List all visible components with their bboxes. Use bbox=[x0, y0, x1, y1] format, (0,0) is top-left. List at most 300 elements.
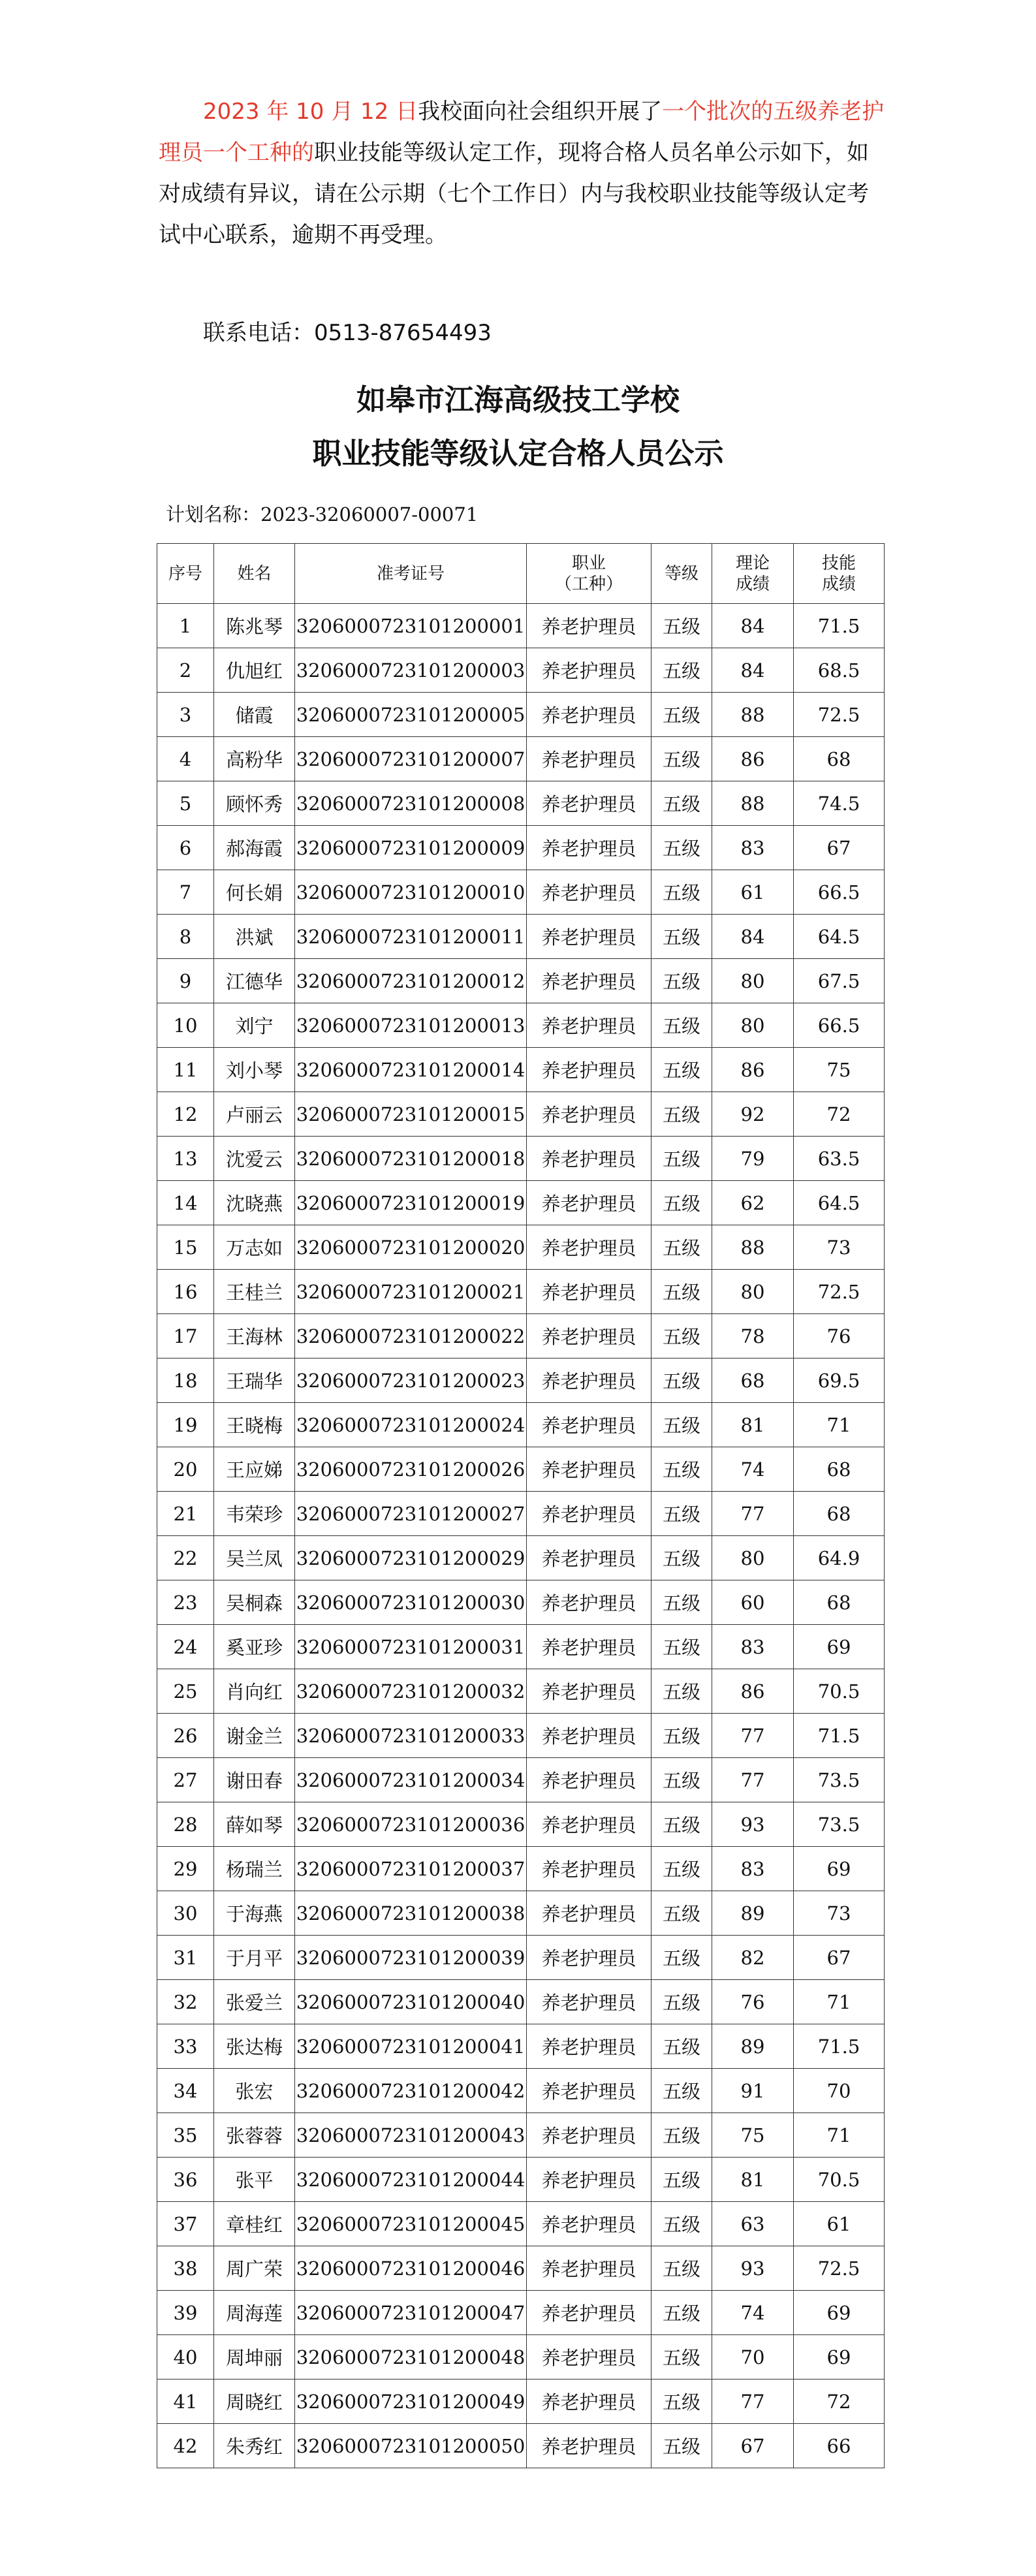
notice-text-body: 职业技能等级认定工作，现将合格人员名单公示如下，如对成绩有异议，请在公示期（七个工作日）内与我校职业技能等级认定考试中心联系，逾期不再受理。 bbox=[159, 140, 869, 248]
cell-exam-id: 3206000723101200026 bbox=[295, 1447, 527, 1492]
cell-index: 40 bbox=[157, 2335, 214, 2380]
cell-exam-id: 3206000723101200022 bbox=[295, 1314, 527, 1359]
plan-label: 计划名称： bbox=[166, 503, 261, 526]
cell-name: 陈兆琴 bbox=[214, 604, 295, 648]
cell-theory-score: 79 bbox=[712, 1137, 794, 1181]
cell-theory-score: 77 bbox=[712, 2380, 794, 2424]
cell-exam-id: 3206000723101200030 bbox=[295, 1580, 527, 1625]
cell-index: 4 bbox=[157, 737, 214, 781]
cell-theory-score: 80 bbox=[712, 1270, 794, 1314]
cell-level: 五级 bbox=[651, 1137, 712, 1181]
cell-occupation: 养老护理员 bbox=[527, 2158, 651, 2202]
page-subtitle: 职业技能等级认定合格人员公示 bbox=[312, 436, 724, 471]
cell-skill-score: 70 bbox=[794, 2069, 885, 2113]
cell-index: 32 bbox=[157, 1980, 214, 2024]
cell-index: 17 bbox=[157, 1314, 214, 1359]
cell-theory-score: 61 bbox=[712, 870, 794, 915]
cell-occupation: 养老护理员 bbox=[527, 2291, 651, 2335]
cell-occupation: 养老护理员 bbox=[527, 1580, 651, 1625]
cell-index: 41 bbox=[157, 2380, 214, 2424]
cell-exam-id: 3206000723101200038 bbox=[295, 1891, 527, 1936]
contact-line bbox=[203, 313, 492, 353]
cell-name: 张宏 bbox=[214, 2069, 295, 2113]
cell-skill-score: 67.5 bbox=[794, 959, 885, 1003]
cell-occupation: 养老护理员 bbox=[527, 2335, 651, 2380]
cell-name: 刘小琴 bbox=[214, 1048, 295, 1092]
cell-name: 张爱兰 bbox=[214, 1980, 295, 2024]
cell-exam-id: 3206000723101200048 bbox=[295, 2335, 527, 2380]
cell-name: 周广荣 bbox=[214, 2246, 295, 2291]
cell-name: 王桂兰 bbox=[214, 1270, 295, 1314]
cell-level: 五级 bbox=[651, 1714, 712, 1758]
cell-level: 五级 bbox=[651, 1447, 712, 1492]
cell-skill-score: 68 bbox=[794, 1447, 885, 1492]
cell-level: 五级 bbox=[651, 1580, 712, 1625]
cell-exam-id: 3206000723101200049 bbox=[295, 2380, 527, 2424]
cell-name: 谢金兰 bbox=[214, 1714, 295, 1758]
header-theory-line1: 理论 bbox=[735, 553, 770, 573]
cell-occupation: 养老护理员 bbox=[527, 1980, 651, 2024]
cell-index: 27 bbox=[157, 1758, 214, 1802]
table-row bbox=[157, 1669, 885, 1714]
header-level: 等级 bbox=[651, 544, 712, 604]
cell-index: 15 bbox=[157, 1225, 214, 1270]
cell-occupation: 养老护理员 bbox=[527, 1802, 651, 1847]
table-row bbox=[157, 1492, 885, 1536]
cell-occupation: 养老护理员 bbox=[527, 1847, 651, 1891]
cell-exam-id: 3206000723101200007 bbox=[295, 737, 527, 781]
cell-name: 仇旭红 bbox=[214, 648, 295, 693]
cell-name: 谢田春 bbox=[214, 1758, 295, 1802]
page-title: 如皋市江海高级技工学校 bbox=[356, 383, 680, 417]
cell-occupation: 养老护理员 bbox=[527, 1314, 651, 1359]
cell-skill-score: 70.5 bbox=[794, 1669, 885, 1714]
cell-theory-score: 93 bbox=[712, 1802, 794, 1847]
cell-name: 何长娟 bbox=[214, 870, 295, 915]
table-row bbox=[157, 1714, 885, 1758]
cell-name: 高粉华 bbox=[214, 737, 295, 781]
table-row bbox=[157, 1580, 885, 1625]
cell-name: 江德华 bbox=[214, 959, 295, 1003]
cell-occupation: 养老护理员 bbox=[527, 1225, 651, 1270]
cell-name: 储霞 bbox=[214, 693, 295, 737]
cell-index: 3 bbox=[157, 693, 214, 737]
cell-occupation: 养老护理员 bbox=[527, 2424, 651, 2468]
cell-skill-score: 68 bbox=[794, 1580, 885, 1625]
cell-skill-score: 63.5 bbox=[794, 1137, 885, 1181]
cell-occupation: 养老护理员 bbox=[527, 2380, 651, 2424]
header-occupation-line2: （工种） bbox=[554, 574, 623, 594]
cell-level: 五级 bbox=[651, 1625, 712, 1669]
cell-exam-id: 3206000723101200001 bbox=[295, 604, 527, 648]
cell-skill-score: 73 bbox=[794, 1225, 885, 1270]
cell-name: 朱秀红 bbox=[214, 2424, 295, 2468]
cell-level: 五级 bbox=[651, 1092, 712, 1137]
cell-index: 10 bbox=[157, 1003, 214, 1048]
cell-level: 五级 bbox=[651, 1536, 712, 1580]
cell-skill-score: 74.5 bbox=[794, 781, 885, 826]
table-row bbox=[157, 915, 885, 959]
plan-name bbox=[166, 501, 478, 527]
cell-name: 于月平 bbox=[214, 1936, 295, 1980]
cell-occupation: 养老护理员 bbox=[527, 1359, 651, 1403]
cell-name: 万志如 bbox=[214, 1225, 295, 1270]
cell-index: 37 bbox=[157, 2202, 214, 2246]
cell-skill-score: 72 bbox=[794, 1092, 885, 1137]
contact-label: 联系电话： bbox=[203, 320, 314, 346]
cell-index: 11 bbox=[157, 1048, 214, 1092]
cell-index: 35 bbox=[157, 2113, 214, 2158]
cell-level: 五级 bbox=[651, 604, 712, 648]
cell-theory-score: 93 bbox=[712, 2246, 794, 2291]
cell-occupation: 养老护理员 bbox=[527, 1137, 651, 1181]
cell-level: 五级 bbox=[651, 959, 712, 1003]
cell-name: 张平 bbox=[214, 2158, 295, 2202]
cell-theory-score: 80 bbox=[712, 959, 794, 1003]
cell-occupation: 养老护理员 bbox=[527, 1536, 651, 1580]
cell-theory-score: 70 bbox=[712, 2335, 794, 2380]
cell-exam-id: 3206000723101200003 bbox=[295, 648, 527, 693]
cell-theory-score: 86 bbox=[712, 1048, 794, 1092]
cell-theory-score: 74 bbox=[712, 1447, 794, 1492]
table-row bbox=[157, 648, 885, 693]
cell-theory-score: 84 bbox=[712, 915, 794, 959]
table-header-row bbox=[157, 544, 885, 604]
cell-occupation: 养老护理员 bbox=[527, 915, 651, 959]
cell-skill-score: 66.5 bbox=[794, 870, 885, 915]
table-row bbox=[157, 2158, 885, 2202]
table-row bbox=[157, 2424, 885, 2468]
cell-exam-id: 3206000723101200021 bbox=[295, 1270, 527, 1314]
table-row bbox=[157, 1359, 885, 1403]
cell-name: 章桂红 bbox=[214, 2202, 295, 2246]
cell-theory-score: 89 bbox=[712, 2024, 794, 2069]
cell-index: 34 bbox=[157, 2069, 214, 2113]
cell-theory-score: 77 bbox=[712, 1758, 794, 1802]
cell-theory-score: 86 bbox=[712, 1669, 794, 1714]
cell-name: 王应娣 bbox=[214, 1447, 295, 1492]
table-row bbox=[157, 781, 885, 826]
cell-occupation: 养老护理员 bbox=[527, 1936, 651, 1980]
cell-level: 五级 bbox=[651, 2158, 712, 2202]
cell-level: 五级 bbox=[651, 2291, 712, 2335]
table-row bbox=[157, 1314, 885, 1359]
cell-skill-score: 64.5 bbox=[794, 915, 885, 959]
table-row bbox=[157, 2380, 885, 2424]
cell-index: 24 bbox=[157, 1625, 214, 1669]
table-row bbox=[157, 2069, 885, 2113]
cell-index: 14 bbox=[157, 1181, 214, 1225]
cell-skill-score: 69 bbox=[794, 1847, 885, 1891]
cell-skill-score: 73.5 bbox=[794, 1758, 885, 1802]
cell-theory-score: 67 bbox=[712, 2424, 794, 2468]
cell-occupation: 养老护理员 bbox=[527, 1403, 651, 1447]
table-row bbox=[157, 2202, 885, 2246]
cell-name: 吴桐森 bbox=[214, 1580, 295, 1625]
cell-level: 五级 bbox=[651, 1048, 712, 1092]
table-row bbox=[157, 2113, 885, 2158]
cell-exam-id: 3206000723101200012 bbox=[295, 959, 527, 1003]
cell-skill-score: 69 bbox=[794, 2291, 885, 2335]
table-row bbox=[157, 1980, 885, 2024]
table-row bbox=[157, 2246, 885, 2291]
header-skill-line1: 技能 bbox=[821, 553, 856, 573]
cell-exam-id: 3206000723101200013 bbox=[295, 1003, 527, 1048]
cell-skill-score: 61 bbox=[794, 2202, 885, 2246]
table-row bbox=[157, 826, 885, 870]
cell-name: 杨瑞兰 bbox=[214, 1847, 295, 1891]
cell-name: 张蓉蓉 bbox=[214, 2113, 295, 2158]
header-theory-score bbox=[712, 544, 794, 604]
cell-skill-score: 72.5 bbox=[794, 693, 885, 737]
cell-theory-score: 74 bbox=[712, 2291, 794, 2335]
cell-occupation: 养老护理员 bbox=[527, 1714, 651, 1758]
cell-index: 28 bbox=[157, 1802, 214, 1847]
cell-theory-score: 75 bbox=[712, 2113, 794, 2158]
cell-skill-score: 72.5 bbox=[794, 2246, 885, 2291]
cell-skill-score: 75 bbox=[794, 1048, 885, 1092]
notice-date: 2023 年 10 月 12 日 bbox=[203, 99, 418, 125]
cell-exam-id: 3206000723101200042 bbox=[295, 2069, 527, 2113]
cell-exam-id: 3206000723101200027 bbox=[295, 1492, 527, 1536]
header-index: 序号 bbox=[157, 544, 214, 604]
table-row bbox=[157, 959, 885, 1003]
cell-level: 五级 bbox=[651, 2113, 712, 2158]
cell-skill-score: 72.5 bbox=[794, 1270, 885, 1314]
cell-level: 五级 bbox=[651, 1403, 712, 1447]
cell-occupation: 养老护理员 bbox=[527, 1092, 651, 1137]
table-row bbox=[157, 737, 885, 781]
cell-occupation: 养老护理员 bbox=[527, 826, 651, 870]
cell-theory-score: 81 bbox=[712, 1403, 794, 1447]
cell-index: 5 bbox=[157, 781, 214, 826]
cell-index: 20 bbox=[157, 1447, 214, 1492]
cell-level: 五级 bbox=[651, 737, 712, 781]
cell-theory-score: 88 bbox=[712, 693, 794, 737]
cell-index: 8 bbox=[157, 915, 214, 959]
cell-skill-score: 67 bbox=[794, 826, 885, 870]
table-body bbox=[157, 604, 885, 2468]
table-row bbox=[157, 870, 885, 915]
cell-skill-score: 76 bbox=[794, 1314, 885, 1359]
cell-skill-score: 69 bbox=[794, 1625, 885, 1669]
cell-skill-score: 71.5 bbox=[794, 2024, 885, 2069]
cell-exam-id: 3206000723101200046 bbox=[295, 2246, 527, 2291]
cell-index: 21 bbox=[157, 1492, 214, 1536]
cell-skill-score: 68 bbox=[794, 1492, 885, 1536]
table-row bbox=[157, 1181, 885, 1225]
cell-index: 29 bbox=[157, 1847, 214, 1891]
cell-theory-score: 83 bbox=[712, 1625, 794, 1669]
cell-theory-score: 83 bbox=[712, 1847, 794, 1891]
cell-occupation: 养老护理员 bbox=[527, 1625, 651, 1669]
cell-level: 五级 bbox=[651, 693, 712, 737]
cell-skill-score: 71.5 bbox=[794, 604, 885, 648]
cell-exam-id: 3206000723101200036 bbox=[295, 1802, 527, 1847]
cell-skill-score: 66.5 bbox=[794, 1003, 885, 1048]
notice-scope: 一个批次的五级养老护理员一个工种的 bbox=[159, 99, 885, 166]
cell-level: 五级 bbox=[651, 1847, 712, 1891]
cell-index: 13 bbox=[157, 1137, 214, 1181]
table-row bbox=[157, 1758, 885, 1802]
cell-index: 7 bbox=[157, 870, 214, 915]
cell-exam-id: 3206000723101200040 bbox=[295, 1980, 527, 2024]
cell-occupation: 养老护理员 bbox=[527, 1048, 651, 1092]
cell-level: 五级 bbox=[651, 1669, 712, 1714]
table-row bbox=[157, 604, 885, 648]
cell-occupation: 养老护理员 bbox=[527, 604, 651, 648]
table-row bbox=[157, 2335, 885, 2380]
table-row bbox=[157, 1137, 885, 1181]
cell-occupation: 养老护理员 bbox=[527, 2113, 651, 2158]
cell-name: 韦荣珍 bbox=[214, 1492, 295, 1536]
cell-exam-id: 3206000723101200041 bbox=[295, 2024, 527, 2069]
header-skill-line2: 成绩 bbox=[821, 574, 856, 594]
cell-theory-score: 89 bbox=[712, 1891, 794, 1936]
cell-index: 22 bbox=[157, 1536, 214, 1580]
cell-level: 五级 bbox=[651, 1181, 712, 1225]
cell-skill-score: 64.5 bbox=[794, 1181, 885, 1225]
header-occupation bbox=[527, 544, 651, 604]
cell-theory-score: 78 bbox=[712, 1314, 794, 1359]
cell-index: 16 bbox=[157, 1270, 214, 1314]
cell-level: 五级 bbox=[651, 870, 712, 915]
cell-index: 19 bbox=[157, 1403, 214, 1447]
cell-skill-score: 66 bbox=[794, 2424, 885, 2468]
cell-index: 2 bbox=[157, 648, 214, 693]
cell-skill-score: 69.5 bbox=[794, 1359, 885, 1403]
cell-name: 吴兰凤 bbox=[214, 1536, 295, 1580]
cell-theory-score: 81 bbox=[712, 2158, 794, 2202]
cell-index: 42 bbox=[157, 2424, 214, 2468]
cell-theory-score: 68 bbox=[712, 1359, 794, 1403]
cell-name: 洪斌 bbox=[214, 915, 295, 959]
cell-occupation: 养老护理员 bbox=[527, 870, 651, 915]
cell-skill-score: 73 bbox=[794, 1891, 885, 1936]
cell-exam-id: 3206000723101200009 bbox=[295, 826, 527, 870]
header-exam-id: 准考证号 bbox=[295, 544, 527, 604]
cell-exam-id: 3206000723101200032 bbox=[295, 1669, 527, 1714]
cell-skill-score: 64.9 bbox=[794, 1536, 885, 1580]
cell-exam-id: 3206000723101200047 bbox=[295, 2291, 527, 2335]
cell-occupation: 养老护理员 bbox=[527, 1758, 651, 1802]
cell-theory-score: 84 bbox=[712, 648, 794, 693]
cell-theory-score: 82 bbox=[712, 1936, 794, 1980]
cell-skill-score: 70.5 bbox=[794, 2158, 885, 2202]
cell-exam-id: 3206000723101200029 bbox=[295, 1536, 527, 1580]
cell-exam-id: 3206000723101200018 bbox=[295, 1137, 527, 1181]
cell-theory-score: 80 bbox=[712, 1536, 794, 1580]
cell-level: 五级 bbox=[651, 1270, 712, 1314]
table-row bbox=[157, 1447, 885, 1492]
cell-skill-score: 71 bbox=[794, 1980, 885, 2024]
table-row bbox=[157, 1225, 885, 1270]
header-occupation-line1: 职业 bbox=[571, 553, 606, 573]
cell-occupation: 养老护理员 bbox=[527, 781, 651, 826]
cell-level: 五级 bbox=[651, 2069, 712, 2113]
cell-exam-id: 3206000723101200043 bbox=[295, 2113, 527, 2158]
table-row bbox=[157, 2024, 885, 2069]
cell-level: 五级 bbox=[651, 1492, 712, 1536]
cell-theory-score: 60 bbox=[712, 1580, 794, 1625]
cell-exam-id: 3206000723101200019 bbox=[295, 1181, 527, 1225]
cell-theory-score: 80 bbox=[712, 1003, 794, 1048]
cell-occupation: 养老护理员 bbox=[527, 2202, 651, 2246]
cell-exam-id: 3206000723101200024 bbox=[295, 1403, 527, 1447]
cell-level: 五级 bbox=[651, 2246, 712, 2291]
cell-occupation: 养老护理员 bbox=[527, 959, 651, 1003]
notice-paragraph bbox=[159, 91, 890, 256]
plan-value: 2023-32060007-00071 bbox=[260, 503, 479, 526]
cell-level: 五级 bbox=[651, 781, 712, 826]
table-row bbox=[157, 1536, 885, 1580]
cell-name: 刘宁 bbox=[214, 1003, 295, 1048]
header-name: 姓名 bbox=[214, 544, 295, 604]
cell-name: 王晓梅 bbox=[214, 1403, 295, 1447]
cell-level: 五级 bbox=[651, 915, 712, 959]
cell-exam-id: 3206000723101200020 bbox=[295, 1225, 527, 1270]
cell-index: 23 bbox=[157, 1580, 214, 1625]
cell-index: 6 bbox=[157, 826, 214, 870]
cell-occupation: 养老护理员 bbox=[527, 2069, 651, 2113]
cell-level: 五级 bbox=[651, 2024, 712, 2069]
cell-level: 五级 bbox=[651, 1891, 712, 1936]
cell-level: 五级 bbox=[651, 1936, 712, 1980]
cell-occupation: 养老护理员 bbox=[527, 1181, 651, 1225]
cell-theory-score: 83 bbox=[712, 826, 794, 870]
cell-name: 周坤丽 bbox=[214, 2335, 295, 2380]
cell-skill-score: 69 bbox=[794, 2335, 885, 2380]
cell-exam-id: 3206000723101200008 bbox=[295, 781, 527, 826]
cell-exam-id: 3206000723101200015 bbox=[295, 1092, 527, 1137]
cell-exam-id: 3206000723101200023 bbox=[295, 1359, 527, 1403]
cell-skill-score: 71 bbox=[794, 2113, 885, 2158]
table-row bbox=[157, 1936, 885, 1980]
cell-name: 周晓红 bbox=[214, 2380, 295, 2424]
cell-theory-score: 84 bbox=[712, 604, 794, 648]
contact-phone: 0513-87654493 bbox=[314, 320, 492, 346]
cell-theory-score: 86 bbox=[712, 737, 794, 781]
cell-exam-id: 3206000723101200005 bbox=[295, 693, 527, 737]
cell-level: 五级 bbox=[651, 826, 712, 870]
cell-occupation: 养老护理员 bbox=[527, 2024, 651, 2069]
cell-name: 于海燕 bbox=[214, 1891, 295, 1936]
table-row bbox=[157, 1847, 885, 1891]
header-theory-line2: 成绩 bbox=[735, 574, 770, 594]
cell-name: 肖向红 bbox=[214, 1669, 295, 1714]
table-row bbox=[157, 1802, 885, 1847]
cell-name: 沈晓燕 bbox=[214, 1181, 295, 1225]
notice-text-intro: 我校面向社会组织开展了 bbox=[418, 99, 663, 125]
header-skill-score bbox=[794, 544, 885, 604]
cell-index: 36 bbox=[157, 2158, 214, 2202]
cell-index: 25 bbox=[157, 1669, 214, 1714]
cell-name: 奚亚珍 bbox=[214, 1625, 295, 1669]
cell-index: 12 bbox=[157, 1092, 214, 1137]
cell-exam-id: 3206000723101200045 bbox=[295, 2202, 527, 2246]
cell-exam-id: 3206000723101200011 bbox=[295, 915, 527, 959]
cell-name: 顾怀秀 bbox=[214, 781, 295, 826]
cell-level: 五级 bbox=[651, 2335, 712, 2380]
cell-exam-id: 3206000723101200034 bbox=[295, 1758, 527, 1802]
cell-index: 26 bbox=[157, 1714, 214, 1758]
cell-level: 五级 bbox=[651, 1003, 712, 1048]
cell-index: 18 bbox=[157, 1359, 214, 1403]
table-row bbox=[157, 1891, 885, 1936]
cell-exam-id: 3206000723101200037 bbox=[295, 1847, 527, 1891]
cell-name: 张达梅 bbox=[214, 2024, 295, 2069]
table-row bbox=[157, 2291, 885, 2335]
